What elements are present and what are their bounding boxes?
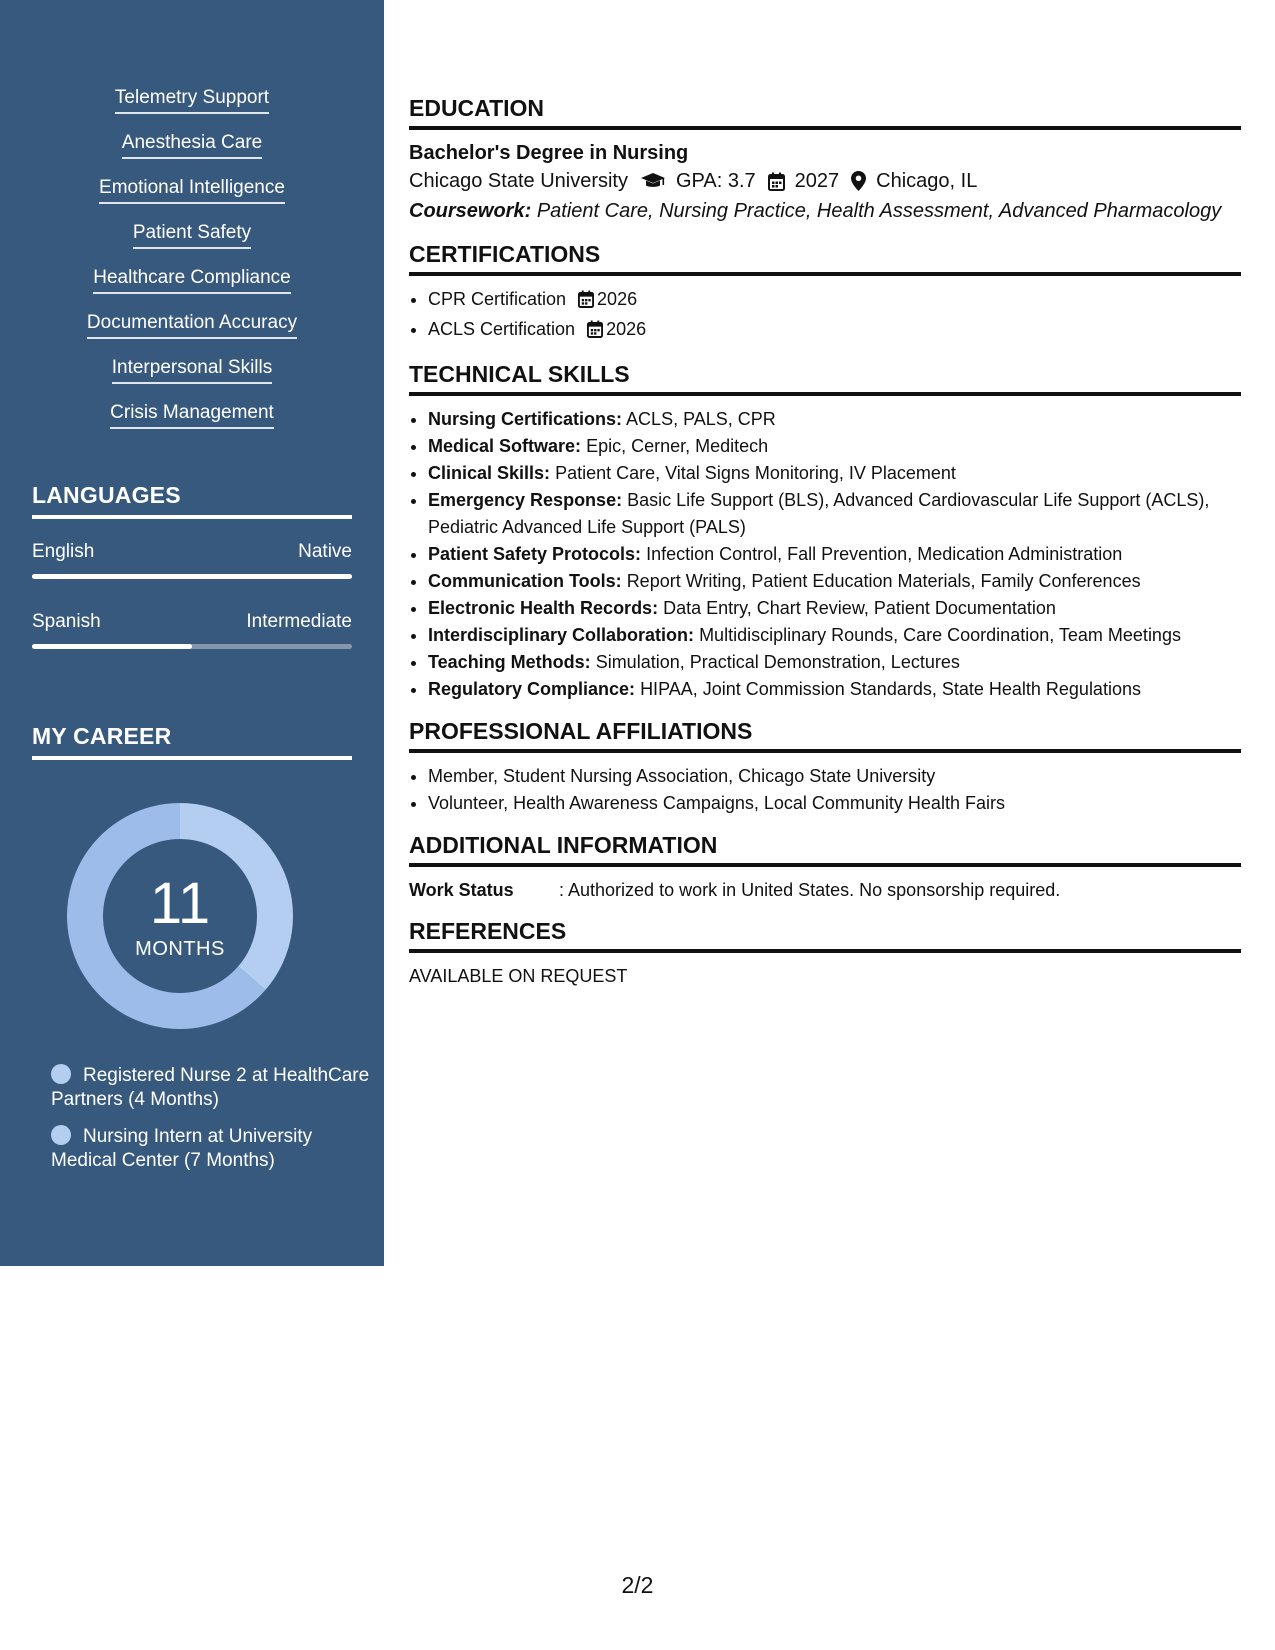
- technical-skills-list: [409, 406, 1241, 703]
- skill-item: [0, 86, 384, 131]
- skill-tag: Interpersonal Skills: [112, 356, 273, 384]
- skill-category: Teaching Methods:: [428, 652, 591, 672]
- career-item: [51, 1125, 371, 1173]
- language-bar: [32, 574, 352, 579]
- skill-category: Communication Tools:: [428, 571, 622, 591]
- language-level: Intermediate: [246, 611, 352, 632]
- career-marker-icon: [51, 1064, 71, 1084]
- certifications-heading: CERTIFICATIONS: [409, 240, 1241, 276]
- school-name: Chicago State University: [409, 170, 628, 192]
- technical-skill-item: [428, 406, 1241, 433]
- affiliation-item: • Member, Student Nursing Association, Chicago State University: [428, 763, 1241, 790]
- certification-item: [428, 286, 1241, 316]
- career-item: [51, 1064, 371, 1112]
- skill-category: Medical Software:: [428, 436, 582, 456]
- gpa: GPA: 3.7: [675, 170, 756, 192]
- main-content: [409, 94, 1241, 1003]
- skill-category: Regulatory Compliance:: [428, 679, 636, 699]
- work-status-label: Work Status: [409, 880, 514, 900]
- skill-values: Patient Care, Vital Signs Monitoring, IV Placement: [555, 463, 956, 483]
- career-total-number: 11: [149, 871, 211, 936]
- skill-tag: Documentation Accuracy: [87, 311, 297, 339]
- work-status-row: [409, 877, 1241, 903]
- skill-item: [0, 176, 384, 221]
- additional-info-heading: ADDITIONAL INFORMATION: [409, 831, 1241, 867]
- skill-tag: Healthcare Compliance: [93, 266, 291, 294]
- skill-values: Multidisciplinary Rounds, Care Coordination, Team Meetings: [699, 625, 1181, 645]
- calendar-icon: [768, 172, 785, 191]
- graduation-year: 2027: [794, 170, 840, 192]
- skill-values: Data Entry, Chart Review, Patient Documentation: [663, 598, 1056, 618]
- technical-skill-item: [428, 541, 1241, 568]
- language-name: Spanish: [32, 611, 101, 632]
- degree-title: Bachelor's Degree in Nursing: [409, 142, 689, 164]
- career-item-label: Registered Nurse 2 at HealthCare Partners (4 Months): [51, 1065, 370, 1110]
- certification-year: 2026: [597, 289, 638, 309]
- certification-name: CPR Certification: [428, 289, 567, 309]
- additional-info-section: [409, 831, 1241, 903]
- affiliations-list: [409, 763, 1241, 817]
- graduation-cap-icon: [640, 172, 666, 190]
- affiliations-heading: PROFESSIONAL AFFILIATIONS: [409, 717, 1241, 753]
- skill-tag: Telemetry Support: [115, 86, 269, 114]
- language-bar: [32, 644, 352, 649]
- skill-category: Clinical Skills:: [428, 463, 551, 483]
- technical-skill-item: [428, 676, 1241, 703]
- language-bar-fill: [32, 574, 352, 579]
- skill-category: Electronic Health Records:: [428, 598, 659, 618]
- skill-item: [0, 266, 384, 311]
- language-english: [32, 540, 352, 579]
- education-section: [409, 94, 1241, 226]
- skill-values: Report Writing, Patient Education Materials, Family Conferences: [626, 571, 1141, 591]
- affiliations-section: [409, 717, 1241, 817]
- skill-category: Nursing Certifications:: [428, 409, 623, 429]
- skill-values: Simulation, Practical Demonstration, Lectures: [595, 652, 960, 672]
- career-total-unit: MONTHS: [135, 938, 225, 960]
- skill-values: Infection Control, Fall Prevention, Medication Administration: [646, 544, 1123, 564]
- technical-skills-heading: TECHNICAL SKILLS: [409, 360, 1241, 396]
- references-heading: REFERENCES: [409, 917, 1241, 953]
- skill-values: ACLS, PALS, CPR: [626, 409, 776, 429]
- location-pin-icon: [851, 171, 866, 191]
- career-heading: MY CAREER: [32, 723, 352, 760]
- career-list: [51, 1064, 371, 1186]
- skill-values: HIPAA, Joint Commission Standards, State Health Regulations: [640, 679, 1141, 699]
- career-item-label: Nursing Intern at University Medical Center (7 Months): [51, 1126, 313, 1171]
- language-bar-fill: [32, 644, 192, 649]
- language-name: English: [32, 541, 95, 562]
- skill-tag: Emotional Intelligence: [99, 176, 285, 204]
- languages-heading: LANGUAGES: [32, 482, 352, 519]
- skill-item: [0, 356, 384, 401]
- certifications-list: [409, 286, 1241, 346]
- calendar-icon: [578, 289, 594, 316]
- skill-category: Patient Safety Protocols:: [428, 544, 642, 564]
- skill-item: [0, 221, 384, 266]
- skill-tag: Anesthesia Care: [122, 131, 262, 159]
- certification-year: 2026: [606, 319, 647, 339]
- references-section: [409, 917, 1241, 989]
- sidebar: [0, 0, 384, 1266]
- page-number: 2/2: [621, 1572, 654, 1598]
- skill-item: [0, 131, 384, 176]
- skill-values: Basic Life Support (BLS), Advanced Cardiovascular Life Support (ACLS), Pediatric Advanced Life Support (PALS): [428, 490, 1210, 537]
- technical-skill-item: [428, 595, 1241, 622]
- coursework-list: Patient Care, Nursing Practice, Health Assessment, Advanced Pharmacology: [536, 200, 1222, 222]
- language-spanish: [32, 610, 352, 649]
- skill-category: Interdisciplinary Collaboration:: [428, 625, 695, 645]
- certification-item: [428, 316, 1241, 346]
- technical-skill-item: [428, 433, 1241, 460]
- technical-skill-item: [428, 568, 1241, 595]
- calendar-icon: [587, 319, 603, 346]
- skill-values: Epic, Cerner, Meditech: [586, 436, 769, 456]
- language-level: Native: [298, 541, 352, 562]
- technical-skill-item: [428, 649, 1241, 676]
- technical-skill-item: [428, 487, 1241, 541]
- coursework-label: Coursework:: [409, 200, 532, 222]
- skill-item: [0, 401, 384, 446]
- references-text: AVAILABLE ON REQUEST: [409, 966, 628, 986]
- coursework: [409, 196, 1241, 226]
- technical-skill-item: [428, 460, 1241, 487]
- certification-name: ACLS Certification: [428, 319, 576, 339]
- skill-tag: Crisis Management: [110, 401, 274, 429]
- school-location: Chicago, IL: [876, 170, 978, 192]
- education-details: [409, 166, 1241, 196]
- affiliation-item: • Volunteer, Health Awareness Campaigns, Local Community Health Fairs: [428, 790, 1241, 817]
- skill-tag: Patient Safety: [133, 221, 251, 249]
- work-status-value: : Authorized to work in United States. No sponsorship required.: [559, 880, 1061, 900]
- technical-skills-section: [409, 360, 1241, 703]
- certifications-section: [409, 240, 1241, 346]
- technical-skill-item: [428, 622, 1241, 649]
- skill-item: [0, 311, 384, 356]
- education-heading: EDUCATION: [409, 94, 1241, 130]
- skill-category: Emergency Response:: [428, 490, 623, 510]
- skills-list: [0, 86, 384, 446]
- career-marker-icon: [51, 1125, 71, 1145]
